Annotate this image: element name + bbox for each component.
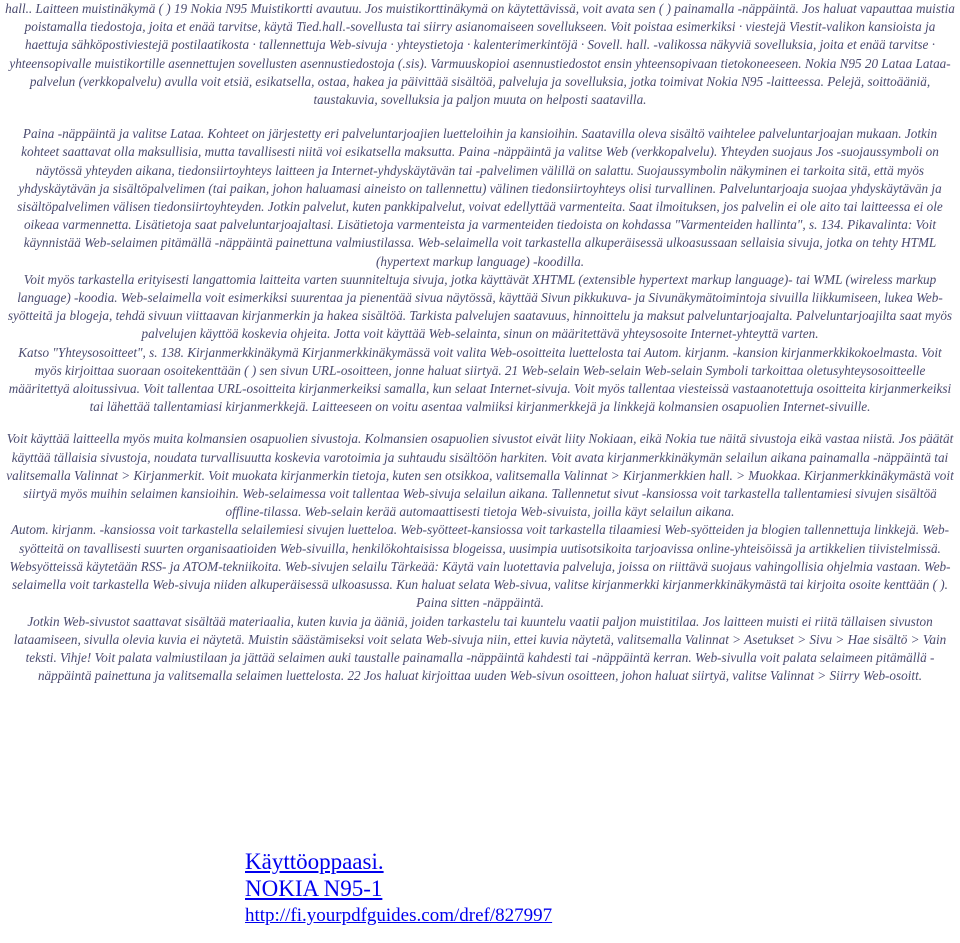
paragraph-xhtml: Voit myös tarkastella erityisesti langattomia laitteita varten suunniteltuja sivuja, jotka käyttävät XHTML (extensible hypertext markup language)- tai WML (wireless markup language) -koodia. Web-selaimella voit esimerkiksi suurentaa ja pienentää sivua näytössä, käyttää Sivun pikkukuva- ja Sivunäkymätoimintoja sivuilla liikkumiseen, lukea Web-syötteitä ja blogeja, tehdä sivuun viittaavan kirjanmerkin ja hakea sisältöä. Tarkista palvelujen saatavuus, hinnoittelu ja maksut palveluntarjoajalta. Palveluntarjoajilta saat myös palvelujen käyttöä koskevia ohjeita. Jotta voit käyttää Web-selainta, sinun on määritettävä yhteysosoite Internet-yhteyttä varten. xyxy=(7,271,953,342)
paragraph-memory: hall.. Laitteen muistinäkymä ( ) 19 Nokia N95 Muistikortti avautuu. Jos muistikorttinäkymä on käytettävissä, voit avata sen ( ) painamalla -näppäintä. Jos haluat vapauttaa muistia poistamalla tiedostoja, joita et enää tarvitse, käytä Tied.hall.-sovellusta tai siirry asianomaiseen sovellukseen. Voit poistaa esimerkiksi · viestejä Viestit-valikon kansioista ja haettuja sähköpostiviestejä postilaatikosta · tallennettuja Web-sivuja · yhteystietoja · kalenterimerkintöjä · Sovell. hall. -valikossa näkyviä sovelluksia, joita et enää tarvitse · yhteensopivalle muistikortille asennettujen sovellusten asennustiedostoja (.sis). Varmuuskopioi asennustiedostot ensin yhteensopivaan tietokoneeseen. Nokia N95 20 Lataa Lataa-palvelun (verkkopalvelu) avulla voit etsiä, esikatsella, ostaa, hakea ja päivittää sisältöä, palveluja ja sovelluksia, jotka toimivat Nokia N95 -laitteessa. Pelejä, soittoääniä, taustakuvia, sovelluksia ja paljon muuta on helposti saatavilla. xyxy=(5,1,955,108)
paragraph-third-party: Voit käyttää laitteella myös muita kolmansien osapuolien sivustoja. Kolmansien osapuolien sivustot eivät liity Nokiaan, eikä Nokia tue näitä sivustoja eikä vastaa niistä. Jos päätät käyttää tällaisia sivustoja, noudata turvallisuutta koskevia varotoimia ja suhtaudu sisältöön harkiten. Voit avata kirjanmerkkinäkymän selailun aikana painamalla -näppäintä tai valitsemalla Valinnat > Kirjanmerkit. Voit muokata kirjanmerkin tietoja, kuten sen otsikkoa, valitsemalla Valinnat > Kirjanmerkkien hall. > Muokkaa. Kirjanmerkkinäkymästä voit siirtyä myös muihin selaimen kansioihin. Web-selaimessa voit tallentaa Web-sivuja selailun aikana. Tallennetut sivut -kansiossa voit tarkastella tallentamiesi sivujen sisältöä offline-tilassa. Web-selain kerää automaattisesti tietoja Web-sivuista, joilla käyt selailun aikana. xyxy=(6,431,954,520)
paragraph-browsing: Jotkin Web-sivustot saattavat sisältää materiaalia, kuten kuvia ja ääniä, joiden tarkastelu tai kuuntelu vaatii paljon muistitilaa. Jos laitteen muisti ei riitä tällaisen sivuston lataamiseen, sivulla olevia kuvia ei näytetä. Muistin säästämiseksi voit selata Web-sivuja niin, ettei kuvia näytetä, valitsemalla Valinnat > Asetukset > Sivu > Hae sisältö > Vain teksti. Vihje! Voit palata valmiustilaan ja jättää selaimen auki taustalle painamalla -näppäintä kahdesti tai -näppäintä kerran. Web-sivulla voit palata selaimeen pitämällä -näppäintä painettuna ja valitsemalla selaimen luettelosta. 22 Jos haluat kirjoittaa uuden Web-sivun osoitteen, johon haluat siirtyä, valitse Valinnat > Siirry Web-osoitt. xyxy=(13,613,947,684)
guide-link[interactable]: Käyttöoppaasi. xyxy=(245,849,384,874)
paragraph-download: Paina -näppäintä ja valitse Lataa. Kohteet on järjestetty eri palveluntarjoajien luetteloihin ja kansioihin. Saatavilla oleva sisältö vaihtelee palveluntarjoajan mukaan. Jotkin kohteet saattavat olla maksullisia, mutta tavallisesti niitä voi esikatsella maksutta. Paina -näppäintä ja valitse Web (verkkopalvelu). Yhteyden suojaus Jos -suojaussymboli on näytössä yhteyden aikana, tiedonsiirtoyhteys laitteen ja Internet-yhdyskäytävän tai -palvelimen välillä on salattu. Suojaussymbolin näkyminen ei tarkoita sitä, että myös yhdyskäytävän ja sisältöpalvelimen (tai paikan, johon haluamasi aineisto on tallennettu) välinen tiedonsiirtoyhteys olisi turvallinen. Palveluntarjoaja suojaa yhdyskäytävän ja sisältöpalvelimen välisen tiedonsiirtoyhteyden. Jotkin palvelut, kuten pankkipalvelut, voivat edellyttää varmenteita. Saat ilmoituksen, jos palvelin ei ole aito tai laitteessa ei ole oikeaa varmennetta. Lisätietoja saat palveluntarjoajaltasi. Lisätietoja varmenteista ja varmenteiden tiedoista on kohdassa "Varmenteiden hallinta", s. 134. Pikavalinta: Voit käynnistää Web-selaimen pitämällä -näppäintä painettuna valmiustilassa. Web-selaimella voit tarkastella alkuperäisessä ulkoasussaan sellaisia sivuja, jotka on tehty HTML (hypertext markup language) -koodilla. xyxy=(17,126,943,269)
paragraph-bookmarks: Katso "Yhteysosoitteet", s. 138. Kirjanmerkkinäkymä Kirjanmerkkinäkymässä voit valita Web-osoitteita luettelosta tai Autom. kirjanm. -kansion kirjanmerkkikokoelmasta. Voit myös kirjoittaa suoraan osoitekenttään ( ) sen sivun URL-osoitteen, jonne haluat siirtyä. 21 Web-selain Web-selain Web-selain Symboli tarkoittaa oletusyhteysosoitteelle määritettyä aloitussivua. Voit tallentaa URL-osoitteita kirjanmerkeiksi samalla, kun selaat Internet-sivuja. Voit myös tallentaa viesteissä vastaanotettuja osoitteita kirjanmerkeiksi tai lähettää tallentamiasi kirjanmerkkejä. Laitteeseen on voitu asentaa valmiiksi kirjanmerkkejä ja linkkejä kolmansien osapuolien Internet-sivuille. xyxy=(8,344,952,415)
footer-links xyxy=(245,848,552,929)
paragraph-autobookmarks: Autom. kirjanm. -kansiossa voit tarkastella selailemiesi sivujen luetteloa. Web-syötteet-kansiossa voit tarkastella tilaamiesi Web-syötteiden ja blogien tallennettuja linkkejä. Web-syötteitä on tavallisesti suurten organisaatioiden Web-sivuilla, henkilökohtaisissa blogeissa, uusimpia uutisotsikoita tarjoavissa online-yhteisöissä ja artikkelien tiivistelmissä. xyxy=(11,522,949,556)
url-link[interactable]: http://fi.yourpdfguides.com/dref/827997 xyxy=(245,905,553,926)
product-link[interactable]: NOKIA N95-1 xyxy=(245,876,383,901)
paragraph-rss: Websyötteissä käytetään RSS- ja ATOM-tekniikoita. Web-sivujen selailu Tärkeää: Käytä vain luotettavia palveluja, joissa on riittävä suojaus vahingollisia ohjelmia vastaan. Web-selaimella voit tarkastella Web-sivuja niiden alkuperäisessä ulkoasussa. Kun haluat selata Web-sivua, valitse kirjanmerkki kirjanmerkkinäkymästä tai kirjoita osoite kenttään ( ). Paina sitten -näppäintä. xyxy=(9,558,951,611)
